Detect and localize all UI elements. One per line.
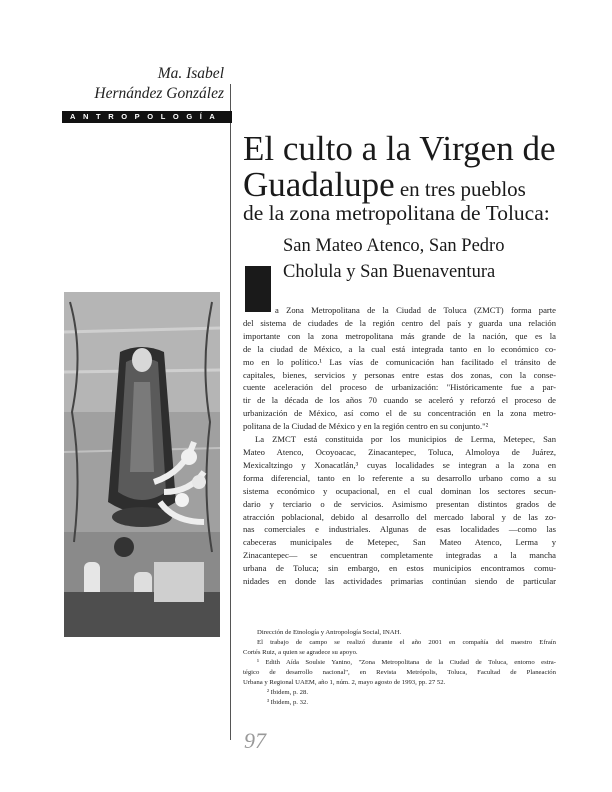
body-line: tir de la década de los años 70 cuando se aceleró y reforzó el proceso de bbox=[243, 395, 556, 406]
footnote-line: ² Ibidem, p. 28. bbox=[267, 689, 309, 696]
footnote-line: ¹ Edith Aída Soulsie Yanino, "Zona Metropolitana de la Ciudad de Toluca, entorno estra- bbox=[257, 659, 556, 666]
author-name-2: Hernández González bbox=[94, 85, 224, 102]
title-line-2-big: Guadalupe bbox=[243, 165, 395, 204]
body-line: politana de la Ciudad de México y en la región centro en su conjunto."² bbox=[243, 421, 489, 432]
body-line: atracción poblacional, debido al desarrollo del mercado laboral y de las zo- bbox=[243, 511, 556, 522]
body-line: del sistema de ciudades de la región centro del país y guarda una relación bbox=[243, 317, 556, 328]
body-line: urbana de Toluca; sin embargo, en estos municipios encontramos comu- bbox=[243, 563, 556, 574]
title-line-2-small: en tres pueblos bbox=[394, 177, 526, 201]
subtitle-line-2: Cholula y San Buenaventura bbox=[283, 262, 496, 282]
author-name-1: Ma. Isabel bbox=[157, 65, 224, 82]
body-line: importante con la zona metropolitana más grande de la nación, que es la bbox=[243, 330, 556, 341]
title-line-3: de la zona metropolitana de Toluca: bbox=[243, 201, 550, 225]
footnote-line: ³ Ibidem, p. 32. bbox=[267, 699, 309, 706]
body-line: mo en lo político.¹ Las vías de comunicación han facilitado el tránsito de bbox=[243, 356, 556, 367]
body-line: La ZMCT está constituida por los municipios de Lerma, Metepec, San bbox=[255, 434, 556, 445]
photo-virgin-statue bbox=[64, 292, 220, 637]
body-line: nas comerciales e industriales. Algunas de esas localidades —como las bbox=[243, 524, 556, 535]
body-line: Mexicaltzingo y Xonacatlán,³ cuyas localidades se integran a la zona en bbox=[243, 459, 556, 470]
title-line-1: El culto a la Virgen de bbox=[243, 129, 556, 168]
body-line: forma diferencial, tanto en lo referente a su desarrollo urbano como a su bbox=[243, 472, 556, 483]
footnote-line: Cortés Ruiz, a quien se agradece su apoyo. bbox=[243, 649, 358, 656]
body-line: dario y terciario o de servicios. Asimismo presentan distintos grados de bbox=[243, 498, 556, 509]
virgin-statue-image bbox=[64, 292, 220, 637]
body-line: sistema económico y ocupacional, en el cual dominan los sectores secun- bbox=[243, 485, 556, 496]
page-number: 97 bbox=[244, 728, 266, 753]
body-line: a Zona Metropolitana de la Ciudad de Toluca (ZMCT) forma parte bbox=[275, 305, 556, 315]
footnote-line: Dirección de Etnología y Antropología Social, INAH. bbox=[257, 629, 402, 636]
body-line: cuente aceleración del proceso de urbanización: "Históricamente fue a par- bbox=[243, 382, 556, 393]
footnote-line: Urbana y Regional UAEM, año 1, núm. 2, mayo agosto de 1993, pp. 27 52. bbox=[243, 679, 446, 686]
body-line: urbanización de México, así como el de su concentración en la zona metro- bbox=[243, 408, 556, 419]
section-label: ANTROPOLOGÍA bbox=[62, 111, 232, 123]
body-line: de la ciudad de México, a la cual está integrada tanto en lo económico co- bbox=[243, 343, 556, 354]
footnotes bbox=[243, 628, 556, 708]
column-divider bbox=[230, 84, 231, 740]
footnote-line: El trabajo de campo se realizó durante el año 2001 en compañía del maestro Efraín bbox=[257, 639, 556, 646]
body-line: Mateo Atenco, Ocoyoacac, Zinacantepec, Toluca, Almoloya de Juárez, bbox=[243, 446, 556, 457]
body-line: cabeceras municipales de Metepec, San Mateo Atenco, Lerma y bbox=[243, 537, 556, 548]
body-text bbox=[243, 304, 556, 588]
footnote-line: tégico de desarrollo nacional", en Revista Metrópolis, Toluca, Facultad de Planeación bbox=[243, 669, 556, 676]
subtitle-line-1: San Mateo Atenco, San Pedro bbox=[283, 236, 505, 256]
body-line: nidades en donde las actividades primarias continúan siendo de particular bbox=[243, 576, 556, 587]
body-line: Zinacantepec— se encuentran completamente integradas a la mancha bbox=[243, 550, 556, 561]
body-line: capitales, bienes, servicios y personas entre estas dos zonas, con la conse- bbox=[243, 369, 556, 380]
